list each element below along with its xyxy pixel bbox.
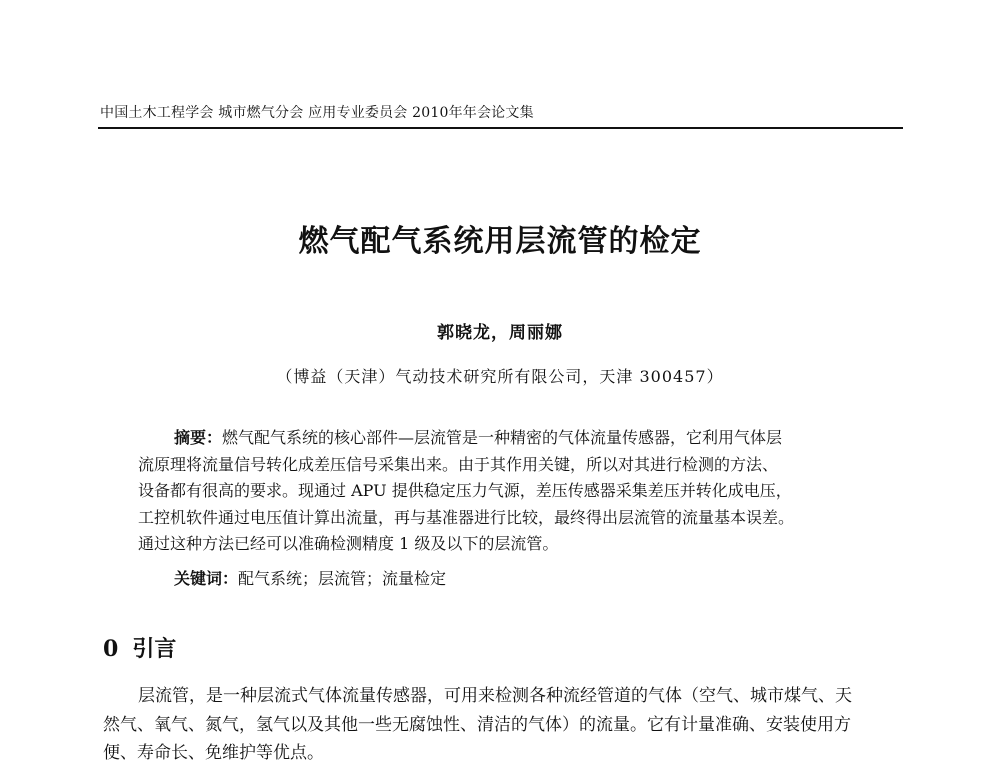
affiliation: （博益（天津）气动技术研究所有限公司，天津 300457） [276, 367, 724, 386]
keywords [174, 568, 446, 590]
running-header: 中国土木工程学会 城市燃气分会 应用专业委员会 2010年年会论文集 [100, 105, 534, 121]
paper-title: 燃气配气系统用层流管的检定 [298, 224, 702, 259]
body-line: 然气、氧气、氮气，氢气以及其他一些无腐蚀性、清洁的气体）的流量。它有计量准确、安装使用方 [103, 714, 851, 735]
abstract-line [138, 425, 868, 452]
header-rule [98, 127, 903, 129]
abstract-line: 流原理将流量信号转化成差压信号采集出来。由于其作用关键，所以对其进行检测的方法、 [138, 454, 779, 474]
abstract-line: 通过这种方法已经可以准确检测精度 1 级及以下的层流管。 [138, 534, 559, 553]
section-title: 引言 [132, 636, 177, 662]
body-line: 层流管，是一种层流式气体流量传感器，可用来检测各种流经管道的气体（空气、城市煤气、天 [138, 686, 852, 706]
abstract-line-text: 燃气配气系统的核心部件—层流管是一种精密的气体流量传感器，它利用气体层 [222, 428, 783, 447]
keywords-label: 关键词： [174, 569, 239, 588]
section-heading [103, 634, 176, 664]
body-paragraph [103, 682, 903, 768]
authors: 郭晓龙，周丽娜 [437, 323, 563, 343]
abstract [138, 425, 868, 558]
keywords-text: 配气系统；层流管；流量检定 [238, 569, 447, 588]
body-line: 便、寿命长、免维护等优点。 [103, 743, 324, 763]
abstract-line: 设备都有很高的要求。现通过 APU 提供稳定压力气源，差压传感器采集差压并转化成电压， [138, 481, 792, 500]
section-number: 0 [103, 636, 119, 662]
abstract-line: 工控机软件通过电压值计算出流量，再与基准器进行比较，最终得出层流管的流量基本误差。 [138, 507, 795, 527]
abstract-label: 摘要： [174, 428, 223, 447]
